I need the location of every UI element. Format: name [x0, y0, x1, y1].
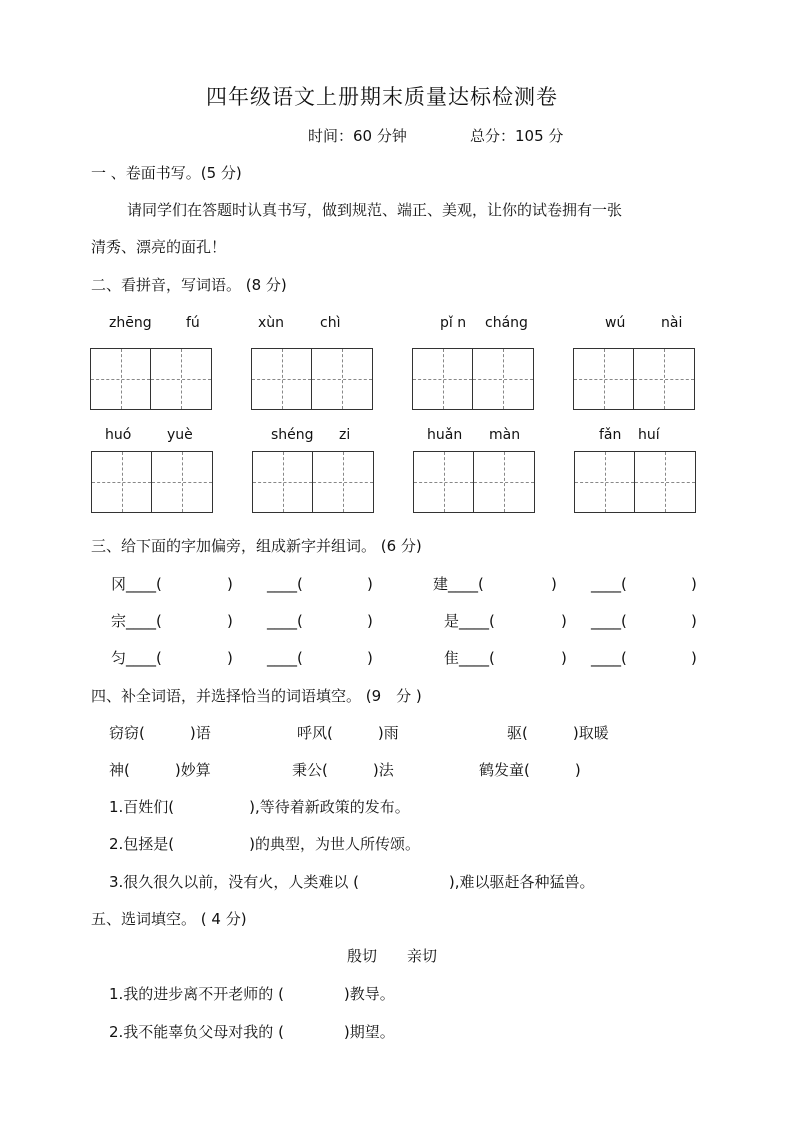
paren-close: ) [367, 612, 373, 630]
writing-grid[interactable] [252, 451, 374, 513]
paren-close: ) [367, 649, 373, 667]
pinyin-label: cháng [485, 315, 528, 331]
section-1-heading: 一 、卷面书写。(5 分) [91, 164, 242, 182]
paren-close: ) [551, 575, 557, 593]
idiom-blank[interactable]: 窃窃( )语 [109, 724, 211, 742]
idiom-blank[interactable]: 神( )妙算 [109, 761, 211, 779]
radical-blank[interactable]: ____( [267, 575, 303, 593]
paren-close: ) [561, 612, 567, 630]
paren-close: ) [561, 649, 567, 667]
radical-item[interactable]: 建____( [433, 575, 484, 593]
fill-question-2[interactable]: 2.包拯是( )的典型，为世人所传颂。 [109, 835, 421, 853]
pinyin-label: fǎn [599, 427, 622, 443]
writing-grid[interactable] [91, 451, 213, 513]
pinyin-label: huǎn [427, 427, 463, 443]
writing-grid[interactable] [574, 451, 696, 513]
radical-item[interactable]: 是____( [444, 612, 495, 630]
pinyin-label: huí [638, 427, 660, 443]
radical-blank[interactable]: ____( [591, 612, 627, 630]
page-title: 四年级语文上册期末质量达标检测卷 [206, 85, 558, 109]
radical-item[interactable]: 隹____( [444, 649, 495, 667]
radical-blank[interactable]: ____( [591, 575, 627, 593]
writing-grid[interactable] [251, 348, 373, 410]
idiom-blank[interactable]: 呼风( )雨 [297, 724, 399, 742]
writing-grid[interactable] [412, 348, 534, 410]
exam-time: 时间：60 分钟 [308, 127, 407, 145]
radical-item[interactable]: 冈____( [111, 575, 162, 593]
paren-close: ) [367, 575, 373, 593]
pinyin-label: màn [489, 427, 521, 443]
word-options: 殷切 亲切 [347, 947, 438, 965]
pinyin-label: fú [186, 315, 200, 331]
pinyin-label: xùn [258, 315, 285, 331]
pinyin-label: yuè [167, 427, 193, 443]
fill-question-1[interactable]: 1.百姓们( ),等待着新政策的发布。 [109, 798, 410, 816]
section-1-text-line1: 请同学们在答题时认真书写，做到规范、端正、美观，让你的试卷拥有一张 [127, 201, 623, 219]
fill-question-3[interactable]: 3.很久很久以前，没有火，人类难以 ( ),难以驱赶各种猛兽。 [109, 873, 595, 891]
pinyin-label: zi [339, 427, 351, 443]
writing-grid[interactable] [413, 451, 535, 513]
section-4-heading: 四、补全词语，并选择恰当的词语填空。 (9 分 ) [91, 687, 422, 705]
idiom-blank[interactable]: 驱( )取暖 [507, 724, 609, 742]
radical-blank[interactable]: ____( [267, 649, 303, 667]
radical-blank[interactable]: ____( [591, 649, 627, 667]
writing-grid[interactable] [90, 348, 212, 410]
paren-close: ) [227, 612, 233, 630]
writing-grid[interactable] [573, 348, 695, 410]
pinyin-label: pǐ n [440, 315, 467, 331]
fill-question-1[interactable]: 1.我的进步离不开老师的 ( )教导。 [109, 985, 395, 1003]
section-3-heading: 三、给下面的字加偏旁，组成新字并组词。 (6 分) [91, 537, 422, 555]
paren-close: ) [691, 575, 697, 593]
pinyin-label: shéng [271, 427, 314, 443]
idiom-blank[interactable]: 鹤发童( ) [479, 761, 581, 779]
radical-blank[interactable]: ____( [267, 612, 303, 630]
paren-close: ) [227, 649, 233, 667]
section-1-text-line2: 清秀、漂亮的面孔！ [91, 238, 227, 256]
fill-question-2[interactable]: 2.我不能辜负父母对我的 ( )期望。 [109, 1023, 395, 1041]
pinyin-label: zhēng [109, 315, 152, 331]
pinyin-label: huó [105, 427, 132, 443]
section-5-heading: 五、选词填空。 ( 4 分) [91, 910, 247, 928]
pinyin-label: wú [605, 315, 626, 331]
idiom-blank[interactable]: 秉公( )法 [292, 761, 394, 779]
exam-total-score: 总分：105 分 [470, 127, 564, 145]
pinyin-label: nài [661, 315, 683, 331]
paren-close: ) [691, 612, 697, 630]
radical-item[interactable]: 宗____( [111, 612, 162, 630]
paren-close: ) [227, 575, 233, 593]
radical-item[interactable]: 匀____( [111, 649, 162, 667]
pinyin-label: chì [320, 315, 341, 331]
paren-close: ) [691, 649, 697, 667]
section-2-heading: 二、看拼音，写词语。 (8 分) [91, 276, 287, 294]
